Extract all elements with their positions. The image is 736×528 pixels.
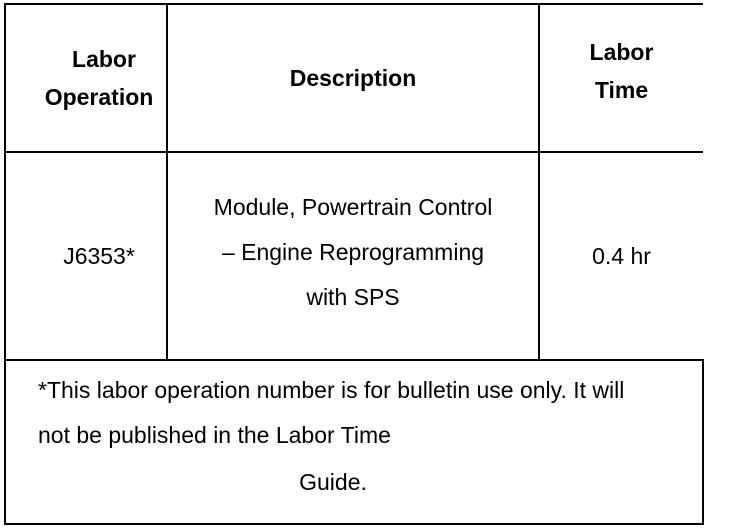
footnote <box>38 368 628 505</box>
labor-time-table <box>4 3 704 525</box>
note-cell <box>5 360 703 524</box>
operation-code: J6353* <box>63 242 135 269</box>
footnote-text-end: Guide. <box>299 468 367 495</box>
table-row <box>5 152 703 360</box>
description-text: Module, Powertrain Control – Engine Reprogramming with SPS <box>213 193 493 310</box>
header-labor-time <box>539 4 703 152</box>
footnote-text: *This labor operation number is for bulletin use only. It will not be published in the Labor Time <box>38 376 625 448</box>
labor-time-value: 0.4 hr <box>592 242 651 269</box>
header-description <box>167 4 539 152</box>
header-labor-operation-line2: Operation <box>44 84 154 110</box>
description-cell <box>167 152 539 360</box>
header-labor-operation <box>5 4 167 152</box>
header-description-label: Description <box>289 65 417 91</box>
header-labor-operation-line1: Labor <box>72 46 136 72</box>
note-row <box>5 360 703 524</box>
header-row <box>5 4 703 152</box>
operation-cell <box>5 152 167 360</box>
header-labor-time-line2: Time <box>594 77 649 103</box>
time-cell <box>539 152 703 360</box>
header-labor-time-line1: Labor <box>589 39 654 65</box>
